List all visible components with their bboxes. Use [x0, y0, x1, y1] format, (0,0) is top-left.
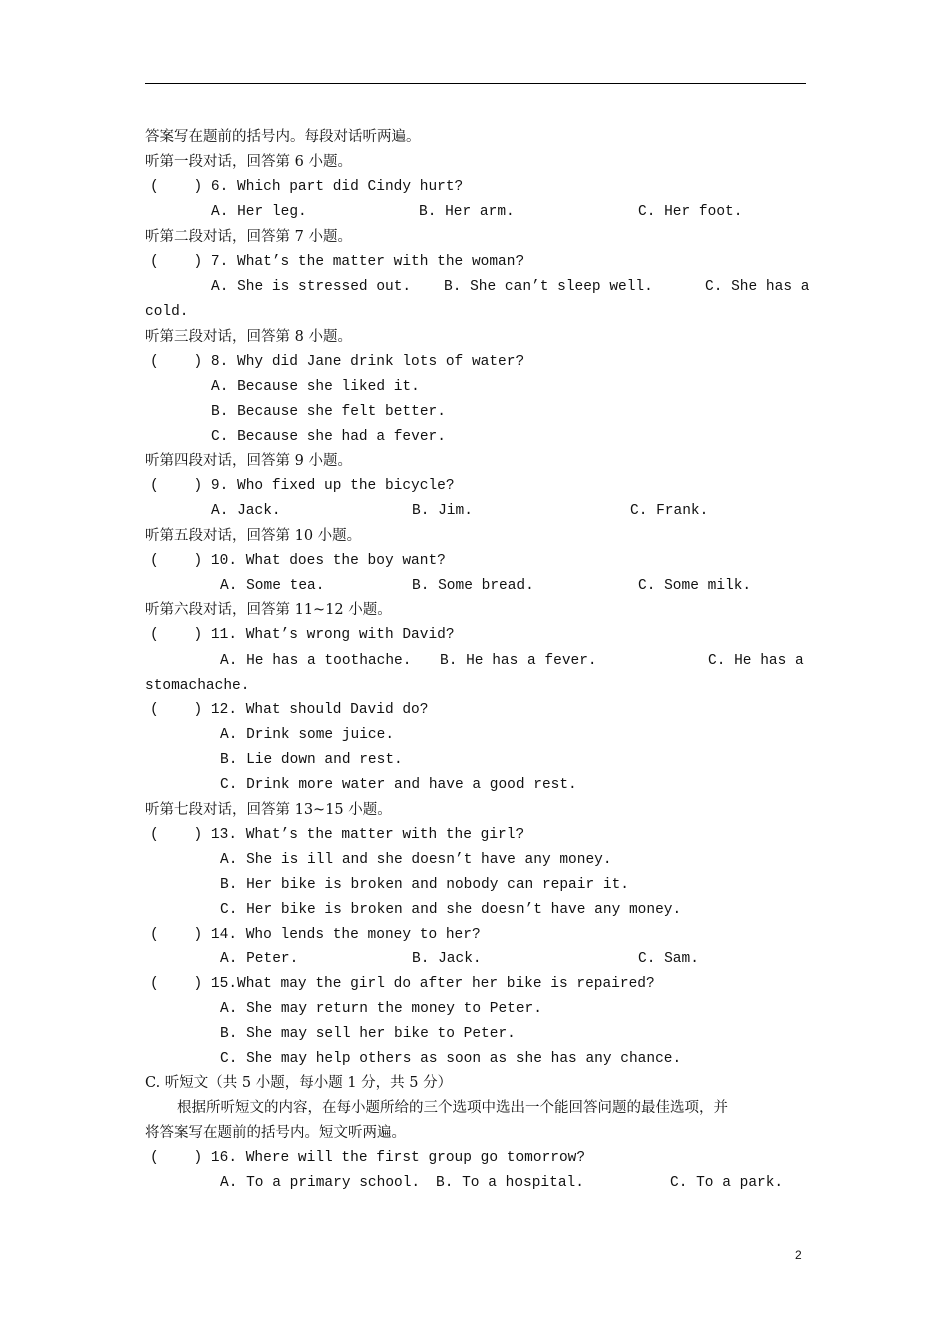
q10-option-b: B. Some bread.: [412, 578, 534, 594]
q6-option-c: C. Her foot.: [638, 204, 743, 220]
q14-option-b: B. Jack.: [412, 951, 482, 967]
question-11: ( ) 11. What’s wrong with David?: [150, 627, 455, 643]
q13-option-b: B. Her bike is broken and nobody can repair it.: [220, 877, 629, 893]
q8-option-b: B. Because she felt better.: [211, 404, 446, 420]
q9-option-b: B. Jim.: [412, 503, 473, 519]
question-15: ( ) 15.What may the girl do after her bike is repaired?: [150, 976, 655, 992]
question-14: ( ) 14. Who lends the money to her?: [150, 927, 481, 943]
q10-option-c: C. Some milk.: [638, 578, 752, 594]
q12-option-c: C. Drink more water and have a good rest.: [220, 777, 577, 793]
q7-option-a: A. She is stressed out.: [211, 279, 412, 295]
question-12: ( ) 12. What should David do?: [150, 702, 429, 718]
question-10: ( ) 10. What does the boy want?: [150, 553, 446, 569]
section-heading-5: 听第五段对话，回答第 10 小题。: [145, 528, 362, 544]
question-6: ( ) 6. Which part did Cindy hurt?: [150, 179, 464, 195]
q9-option-a: A. Jack.: [211, 503, 281, 519]
q11-option-a: A. He has a toothache.: [220, 653, 412, 669]
q6-option-b: B. Her arm.: [419, 204, 515, 220]
q8-option-c: C. Because she had a fever.: [211, 429, 446, 445]
q7-option-c-cont: cold.: [145, 304, 189, 320]
section-heading-7: 听第七段对话，回答第 13~15 小题。: [145, 802, 392, 818]
part-c-instruction: 根据所听短文的内容，在每小题所给的三个选项中选出一个能回答问题的最佳选项，并: [177, 1100, 728, 1116]
q14-option-c: C. Sam.: [638, 951, 699, 967]
q14-option-a: A. Peter.: [220, 951, 299, 967]
q16-option-b: B. To a hospital.: [436, 1175, 584, 1191]
q15-option-a: A. She may return the money to Peter.: [220, 1001, 542, 1017]
q11-option-b: B. He has a fever.: [440, 653, 597, 669]
section-heading-6: 听第六段对话，回答第 11~12 小题。: [145, 602, 392, 618]
question-8: ( ) 8. Why did Jane drink lots of water?: [150, 354, 525, 370]
section-heading-2: 听第二段对话，回答第 7 小题。: [145, 229, 352, 245]
q16-option-c: C. To a park.: [670, 1175, 784, 1191]
q16-option-a: A. To a primary school.: [220, 1175, 421, 1191]
q15-option-b: B. She may sell her bike to Peter.: [220, 1026, 516, 1042]
question-7: ( ) 7. What’s the matter with the woman?: [150, 254, 525, 270]
instruction-line: 答案写在题前的括号内。每段对话听两遍。: [145, 129, 421, 145]
q9-option-c: C. Frank.: [630, 503, 709, 519]
part-c-instruction-cont: 将答案写在题前的括号内。短文听两遍。: [145, 1125, 406, 1141]
section-heading-1: 听第一段对话，回答第 6 小题。: [145, 154, 352, 170]
q8-option-a: A. Because she liked it.: [211, 379, 420, 395]
q7-option-b: B. She can’t sleep well.: [444, 279, 653, 295]
q15-option-c: C. She may help others as soon as she has any chance.: [220, 1051, 682, 1067]
q6-option-a: A. Her leg.: [211, 204, 307, 220]
q13-option-a: A. She is ill and she doesn’t have any money.: [220, 852, 612, 868]
question-13: ( ) 13. What’s the matter with the girl?: [150, 827, 525, 843]
page-number: 2: [795, 1248, 802, 1262]
part-c-heading: C. 听短文（共 5 小题，每小题 1 分，共 5 分）: [145, 1075, 453, 1091]
section-heading-3: 听第三段对话，回答第 8 小题。: [145, 329, 352, 345]
q11-option-c: C. He has a: [708, 653, 804, 669]
q12-option-b: B. Lie down and rest.: [220, 752, 403, 768]
question-16: ( ) 16. Where will the first group go tomorrow?: [150, 1150, 586, 1166]
question-9: ( ) 9. Who fixed up the bicycle?: [150, 478, 455, 494]
q7-option-c: C. She has a: [705, 279, 810, 295]
header-rule: [145, 83, 806, 84]
q13-option-c: C. Her bike is broken and she doesn’t have any money.: [220, 902, 682, 918]
section-heading-4: 听第四段对话，回答第 9 小题。: [145, 453, 352, 469]
q11-option-c-cont: stomachache.: [145, 678, 250, 694]
q10-option-a: A. Some tea.: [220, 578, 325, 594]
q12-option-a: A. Drink some juice.: [220, 727, 395, 743]
